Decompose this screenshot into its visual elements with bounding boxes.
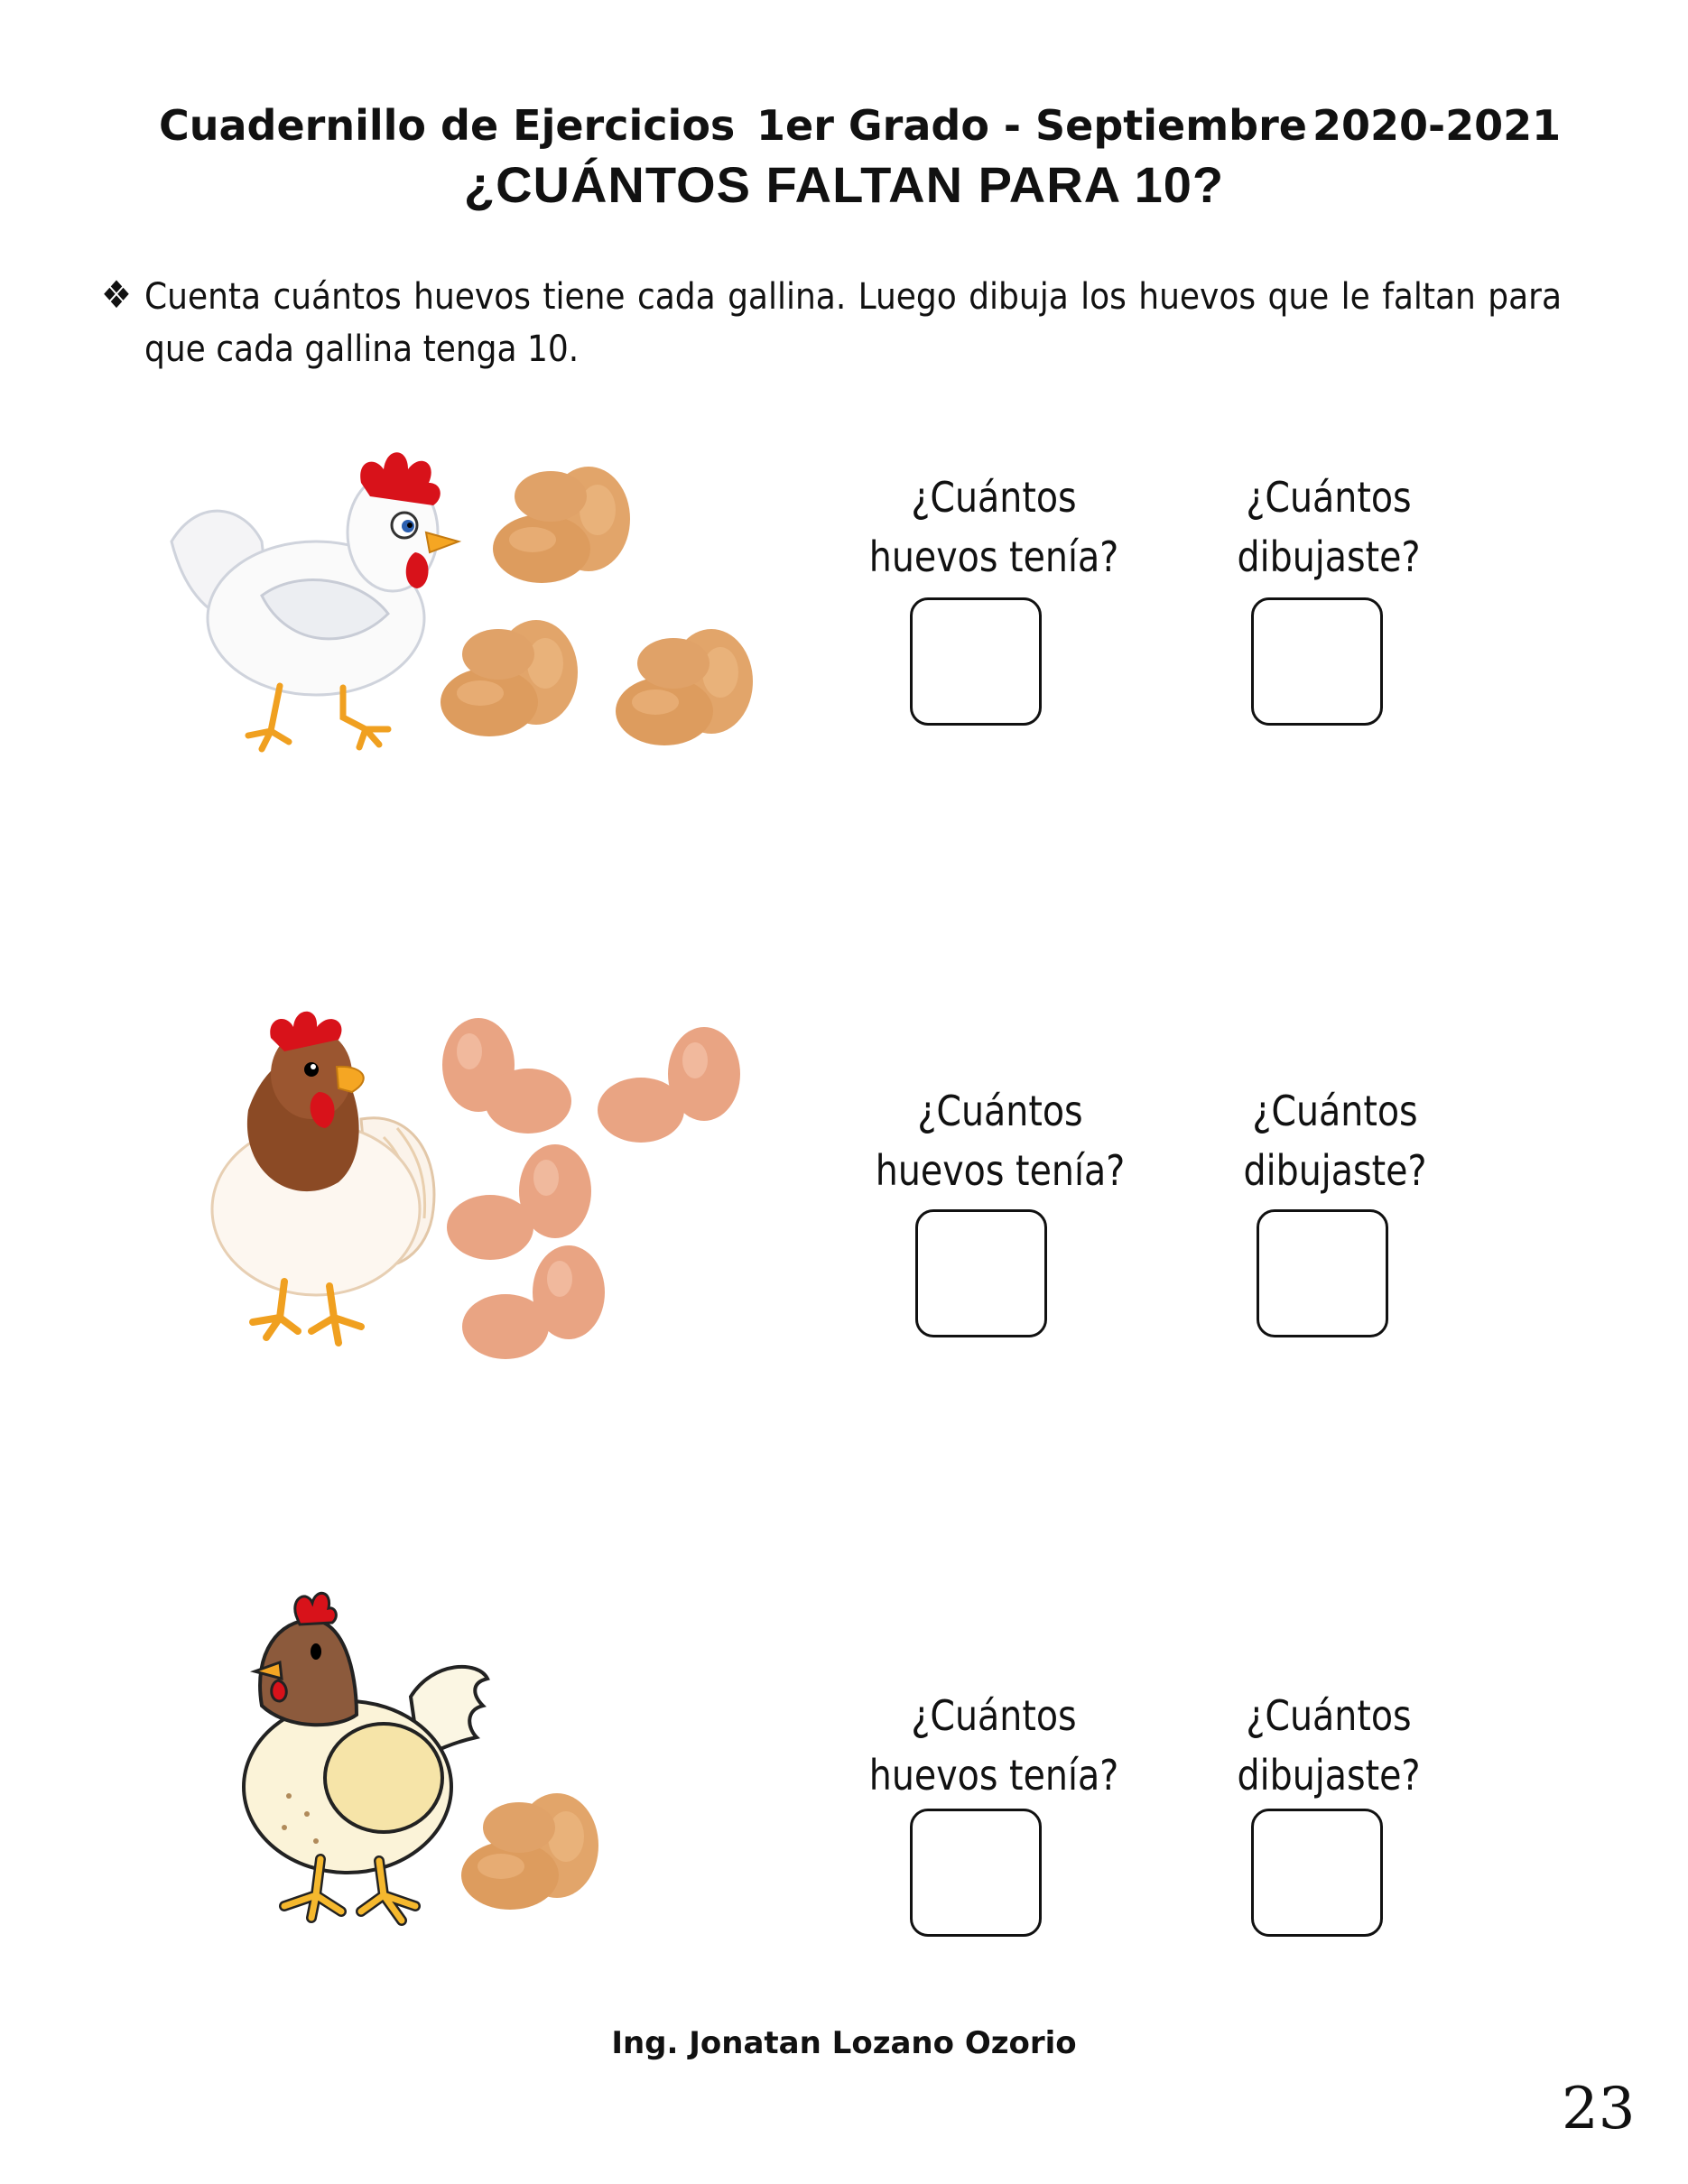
question-line: ¿Cuántos <box>917 1087 1083 1135</box>
question-eggs-had <box>862 1686 1126 1805</box>
brown-hen-icon <box>203 1002 447 1354</box>
answer-box-had[interactable] <box>910 597 1042 726</box>
egg-pair-icon <box>456 1787 609 1913</box>
author-footer: Ing. Jonatan Lozano Ozorio <box>611 2025 1077 2061</box>
question-eggs-drawn <box>1197 467 1461 587</box>
header-school-year: 2020-2021 <box>1312 101 1562 150</box>
question-eggs-drawn <box>1203 1081 1467 1200</box>
question-eggs-drawn <box>1197 1686 1461 1805</box>
page-title: ¿CUÁNTOS FALTAN PARA 10? <box>463 156 1225 213</box>
question-eggs-had <box>862 467 1126 587</box>
page-number: 23 <box>1562 2076 1636 2142</box>
question-line: ¿Cuántos <box>1246 473 1412 522</box>
question-eggs-had <box>868 1081 1132 1200</box>
answer-box-had[interactable] <box>910 1809 1042 1937</box>
question-line: huevos tenía? <box>868 1751 1119 1800</box>
white-hen-icon <box>162 442 469 749</box>
diamond-bullet-icon: ❖ <box>101 273 132 317</box>
answer-box-drawn[interactable] <box>1251 597 1383 726</box>
answer-box-drawn[interactable] <box>1257 1209 1388 1337</box>
eggs-group-icon <box>433 1011 758 1372</box>
question-line: ¿Cuántos <box>911 473 1077 522</box>
question-line: dibujaste? <box>1237 1751 1421 1800</box>
question-line: ¿Cuántos <box>911 1691 1077 1740</box>
header-grade-month: 1er Grado - Septiembre <box>756 101 1307 150</box>
question-line: ¿Cuántos <box>1246 1691 1412 1740</box>
egg-pair-icon <box>487 460 641 587</box>
answer-box-drawn[interactable] <box>1251 1809 1383 1937</box>
egg-pair-icon <box>435 614 589 740</box>
question-line: dibujaste? <box>1243 1146 1427 1195</box>
question-line: huevos tenía? <box>875 1146 1126 1195</box>
answer-box-had[interactable] <box>915 1209 1047 1337</box>
header-notebook-title: Cuadernillo de Ejercicios <box>159 101 736 150</box>
instruction-text: Cuenta cuántos huevos tiene cada gallina. Luego dibuja los huevos que le faltan para que cada gallina tenga 10. <box>144 276 1562 370</box>
question-line: ¿Cuántos <box>1252 1087 1418 1135</box>
question-line: huevos tenía? <box>868 532 1119 581</box>
instruction <box>101 271 1562 375</box>
egg-pair-icon <box>610 623 764 749</box>
question-line: dibujaste? <box>1237 532 1421 581</box>
